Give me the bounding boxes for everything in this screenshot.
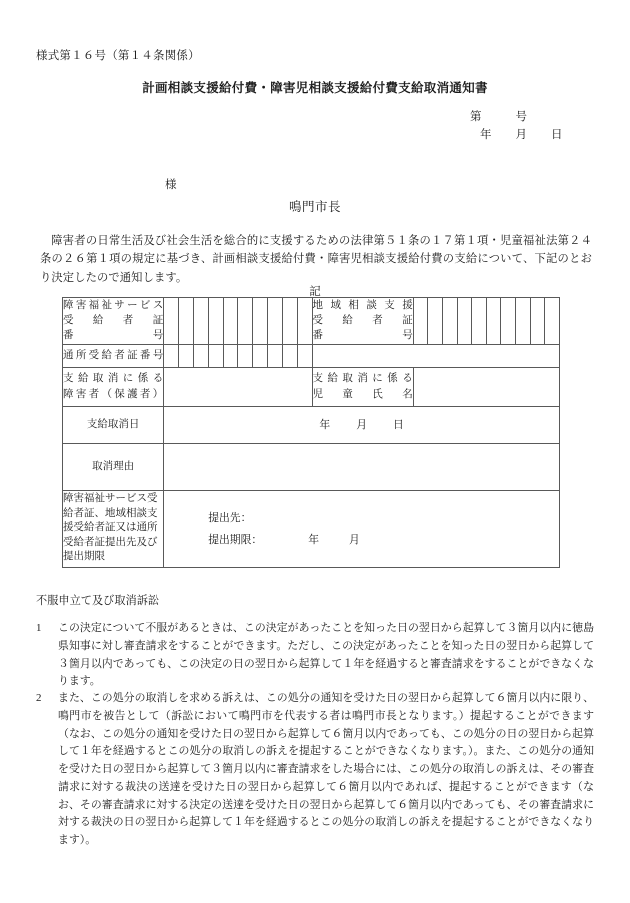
deadline-row[interactable]: [208, 529, 559, 551]
number-box[interactable]: [282, 344, 297, 367]
label-text: 取消理由: [92, 461, 135, 473]
field-certificate-submission[interactable]: [164, 490, 560, 567]
appeal-note-1: [36, 620, 594, 691]
number-box[interactable]: [164, 298, 179, 345]
number-box[interactable]: [179, 344, 194, 367]
label-line-1: 障害福祉サービス受: [63, 493, 158, 505]
number-box[interactable]: [457, 298, 472, 345]
number-box[interactable]: [238, 298, 253, 345]
number-box[interactable]: [179, 298, 194, 345]
note-text: この決定について不服があるときは、この決定があったことを知った日の翌日から起算して３箇月以内に徳島県知事に対し審査請求をすることができます。ただし、この決定があったことを知った日の翌日から起算して３箇月以内であっても、この決定の日の翌日から起算して１年を経過すると審査請求をすることができなくなります。: [58, 622, 594, 688]
deadline-year-label: 年: [308, 533, 319, 546]
label-daycare-cert-number: [63, 344, 164, 367]
label-line-2: 障害者（保護者）: [63, 388, 164, 400]
number-box[interactable]: [223, 298, 238, 345]
field-cancel-target-person[interactable]: [164, 367, 312, 406]
number-box[interactable]: [545, 298, 560, 345]
number-box[interactable]: [268, 298, 283, 345]
label-line-2: 受 給 者 証: [312, 315, 413, 327]
label-line-4: 受給者証提出先及び: [63, 536, 158, 548]
label-line-1: 障害福祉サービス: [63, 300, 164, 311]
date-month-label: 月: [515, 129, 527, 141]
number-box[interactable]: [223, 344, 238, 367]
table-row: [63, 406, 560, 443]
document-number-line: [470, 108, 527, 124]
number-box[interactable]: [413, 298, 428, 345]
form-number: 様式第１６号（第１４条関係）: [36, 50, 200, 62]
submission-details: [164, 498, 559, 560]
label-line-3: 番 号: [63, 330, 164, 342]
month-label: 月: [356, 419, 367, 432]
table-row: [63, 443, 560, 490]
table-row: [63, 367, 560, 406]
number-box[interactable]: [516, 298, 531, 345]
addressee-honorific: 様: [165, 179, 177, 191]
field-value: [164, 454, 559, 479]
field-cancel-target-child-name[interactable]: [413, 367, 559, 406]
number-box[interactable]: [297, 298, 312, 345]
issuer-name: 鳴門市長: [288, 200, 341, 214]
appeal-section-heading: 不服申立て及び取消訴訟: [36, 595, 160, 607]
deadline-label: 提出期限：: [208, 533, 263, 546]
day-label: 日: [393, 419, 404, 432]
page-title: 計画相談支援給付費・障害児相談支援給付費支給取消通知書: [142, 81, 488, 95]
submit-to-label: 提出先：: [208, 511, 252, 524]
number-box[interactable]: [193, 344, 208, 367]
number-box[interactable]: [428, 298, 443, 345]
table-row: [63, 344, 560, 367]
label-line-1: 地域相談支援: [312, 300, 413, 311]
date-placeholder: [164, 417, 559, 432]
table-row: [63, 490, 560, 567]
label-line-1: 支給取消に係る: [63, 373, 164, 385]
label-line-3: 番 号: [312, 330, 413, 342]
label-cancel-target-child-name: [312, 367, 413, 406]
label-line-1: 通所受給者証番号: [63, 350, 164, 362]
preamble-paragraph: 障害者の日常生活及び社会生活を総合的に支援するための法律第５１条の１７第１項・児童福祉法第２４条の２６第１項の規定に基づき、計画相談支援給付費・障害児相談支援給付費の支給について、下記のとおり決定したので通知します。: [40, 235, 592, 284]
note-number: 1: [36, 622, 42, 634]
label-regional-consult-cert-number: [312, 298, 413, 345]
number-box[interactable]: [208, 344, 223, 367]
number-box[interactable]: [193, 298, 208, 345]
field-cancellation-date[interactable]: [164, 406, 560, 443]
label-line-3: 援受給者証又は通所: [63, 522, 158, 534]
number-box[interactable]: [238, 344, 253, 367]
number-box[interactable]: [282, 298, 297, 345]
label-line-2: 受 給 者 証: [63, 315, 164, 327]
year-label: 年: [319, 419, 331, 432]
number-box[interactable]: [268, 344, 283, 367]
number-box[interactable]: [253, 344, 268, 367]
label-disability-welfare-cert-number: [63, 298, 164, 345]
submit-to-row[interactable]: [208, 507, 559, 529]
label-line-2: 給者証、地域相談支: [63, 507, 158, 519]
number-label-gou: 号: [515, 111, 527, 123]
label-line-2: 児 童 氏 名: [312, 388, 413, 400]
number-box[interactable]: [297, 344, 312, 367]
label-cancellation-date: [63, 406, 164, 443]
label-text: 支給取消日: [86, 419, 140, 431]
date-day-label: 日: [551, 129, 563, 141]
document-date-line: [480, 126, 563, 142]
number-box[interactable]: [442, 298, 457, 345]
number-box[interactable]: [208, 298, 223, 345]
label-line-1: 支給取消に係る: [312, 373, 413, 385]
label-certificate-submission: [63, 490, 164, 567]
deadline-month-label: 月: [349, 533, 360, 546]
number-box[interactable]: [253, 298, 268, 345]
date-year-label: 年: [480, 129, 492, 141]
label-cancel-target-person: [63, 367, 164, 406]
label-line-5: 提出期限: [63, 551, 105, 563]
field-value: [414, 374, 559, 399]
number-box[interactable]: [472, 298, 487, 345]
number-label-dai: 第: [470, 111, 482, 123]
field-cancellation-reason[interactable]: [164, 443, 560, 490]
table-row: [63, 298, 560, 345]
form-table: [62, 297, 560, 568]
label-cancellation-reason: [63, 443, 164, 490]
appeal-note-2: [36, 690, 594, 850]
number-box[interactable]: [486, 298, 501, 345]
note-number: 2: [36, 692, 42, 704]
number-box[interactable]: [501, 298, 516, 345]
number-box[interactable]: [164, 344, 179, 367]
field-value: [164, 374, 311, 399]
ki-mark: 記: [309, 286, 321, 298]
empty-cell: [312, 344, 560, 367]
number-box[interactable]: [530, 298, 545, 345]
note-text: また、この処分の取消しを求める訴えは、この処分の通知を受けた日の翌日から起算して６箇月以内に限り、鳴門市を被告として（訴訟において鳴門市を代表する者は鳴門市長となります。）提起することができます（なお、この処分の通知を受けた日の翌日から起算して６箇月以内であっても、この処分の日の翌日から起算して１年を経過するとこの処分の取消しの訴えを提起することができなくなります。）。また、この処分の通知を受けた日の翌日から起算して３箇月以内に審査請求をした場合には、この処分の取消しの訴えは、その審査請求に対する裁決の送達を受けた日の翌日から起算して６箇月以内であれば、提起することができます（なお、その審査請求に対する決定の送達を受けた日の翌日から起算して６箇月以内であっても、その審査請求に対する裁決の日の翌日から起算して１年を経過するとこの処分の取消しの訴えを提起することができなくなります）。: [58, 692, 594, 847]
